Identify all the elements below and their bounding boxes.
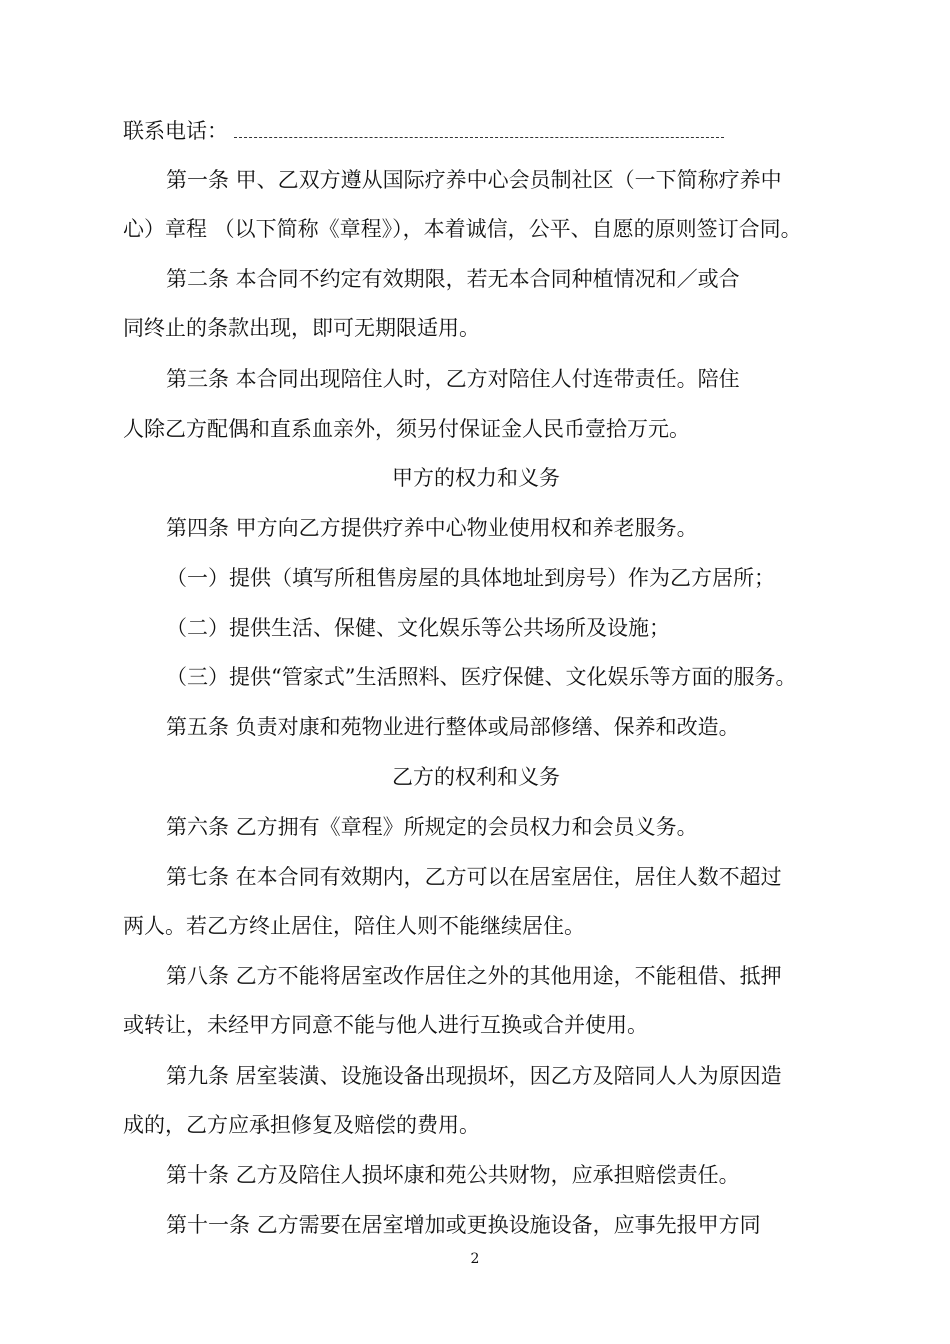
article-8-line-1: 第八条 乙方不能将居室改作居住之外的其他用途，不能租借、抵押 — [166, 964, 782, 988]
article-7-line-1: 第七条 在本合同有效期内，乙方可以在居室居住，居住人数不超过 — [166, 865, 782, 889]
article-6: 第六条 乙方拥有《章程》所规定的会员权力和会员义务。 — [166, 815, 698, 839]
article-4-item-2: （二）提供生活、保健、文化娱乐等公共场所及设施； — [166, 616, 670, 640]
article-3-line-1: 第三条 本合同出现陪住人时，乙方对陪住人付连带责任。陪住 — [166, 367, 740, 391]
article-3-line-2: 人除乙方配偶和直系血亲外，须另付保证金人民币壹拾万元。 — [123, 417, 690, 441]
article-4: 第四条 甲方向乙方提供疗养中心物业使用权和养老服务。 — [166, 516, 698, 540]
article-10: 第十条 乙方及陪住人损坏康和苑公共财物，应承担赔偿责任。 — [166, 1163, 740, 1187]
article-2-line-1: 第二条 本合同不约定有效期限，若无本合同种植情况和／或合 — [166, 267, 740, 291]
article-4-item-1: （一）提供（填写所租售房屋的具体地址到房号）作为乙方居所； — [166, 566, 775, 590]
section-heading-party-a: 甲方的权力和义务 — [392, 466, 560, 490]
article-9-line-1: 第九条 居室装潢、设施设备出现损坏，因乙方及陪同人人为原因造 — [166, 1064, 782, 1088]
contact-phone-blank — [234, 137, 724, 138]
page-number: 2 — [470, 1251, 480, 1267]
article-5: 第五条 负责对康和苑物业进行整体或局部修缮、保养和改造。 — [166, 715, 740, 739]
article-9-line-2: 成的，乙方应承担修复及赔偿的费用。 — [123, 1113, 480, 1137]
article-2-line-2: 同终止的条款出现，即可无期限适用。 — [123, 316, 480, 340]
article-1-line-2: 心）章程 （以下简称《章程》），本着诚信，公平、自愿的原则签订合同。 — [123, 217, 802, 241]
article-7-line-2: 两人。若乙方终止居住，陪住人则不能继续居住。 — [123, 914, 585, 938]
article-4-item-3: （三）提供“管家式”生活照料、医疗保健、文化娱乐等方面的服务。 — [166, 665, 797, 689]
article-8-line-2: 或转让，未经甲方同意不能与他人进行互换或合并使用。 — [123, 1013, 648, 1037]
article-11-line-1: 第十一条 乙方需要在居室增加或更换设施设备，应事先报甲方同 — [166, 1213, 761, 1237]
contact-phone-label: 联系电话： — [123, 119, 228, 143]
section-heading-party-b: 乙方的权利和义务 — [392, 765, 560, 789]
article-1-line-1: 第一条 甲、乙双方遵从国际疗养中心会员制社区（一下简称疗养中 — [166, 168, 782, 192]
